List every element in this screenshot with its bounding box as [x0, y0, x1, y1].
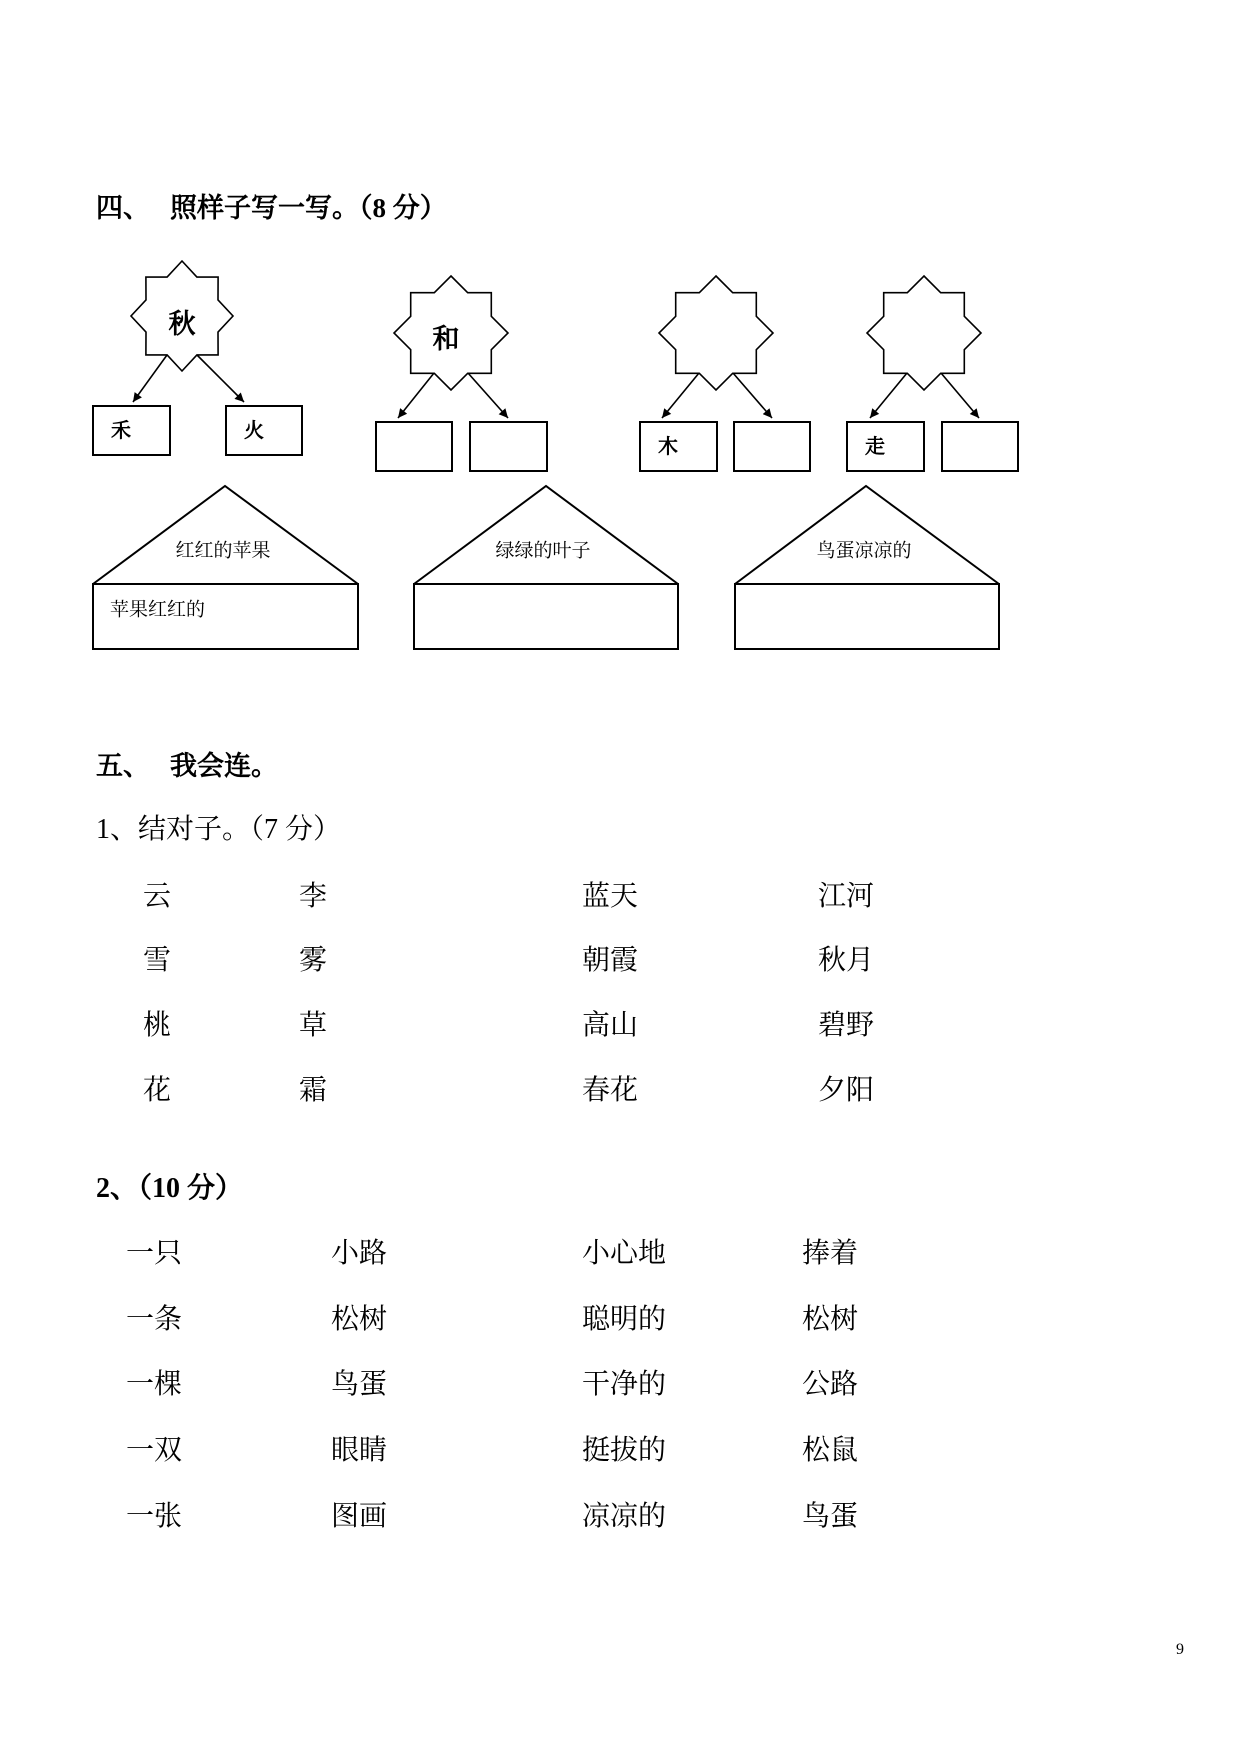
star-item-2 — [376, 276, 547, 471]
pair-word-b: 夕阳 — [818, 1075, 875, 1106]
arrow-left — [133, 355, 167, 402]
measure-word: 一双 — [126, 1435, 183, 1466]
pair-word-b: 江河 — [818, 881, 875, 912]
match-row — [0, 1365, 1241, 1405]
match-row — [0, 1431, 1241, 1471]
house-roof — [414, 486, 678, 584]
section-5-title: 我会连。 — [170, 751, 278, 781]
arrow-left — [398, 373, 434, 418]
pair-character-b: 草 — [299, 1010, 328, 1041]
pair-word-a: 高山 — [582, 1010, 639, 1041]
descriptor-item: 干净的 — [582, 1369, 667, 1400]
component-box-left — [93, 406, 170, 455]
pair-row — [0, 1071, 1241, 1111]
descriptor-item: 小心地 — [582, 1238, 667, 1269]
arrow-right — [197, 355, 244, 402]
measure-word: 一棵 — [126, 1369, 183, 1400]
pair-word-a: 朝霞 — [582, 945, 639, 976]
star-item-4 — [847, 276, 1018, 471]
house-body-phrase: 苹果红红的 — [110, 599, 206, 621]
measure-word: 一张 — [126, 1501, 183, 1532]
component-box-right — [470, 422, 547, 471]
pair-row — [0, 1006, 1241, 1046]
arrow-left — [870, 373, 907, 418]
star-item-1 — [93, 261, 302, 455]
noun-item: 小路 — [331, 1238, 388, 1269]
house-body-box — [414, 584, 678, 649]
measure-word: 一条 — [126, 1304, 183, 1335]
pair-row — [0, 877, 1241, 917]
arrow-right — [941, 373, 979, 418]
match-target-item: 松鼠 — [802, 1435, 859, 1466]
match-target-item: 公路 — [802, 1369, 859, 1400]
noun-item: 图画 — [331, 1501, 388, 1532]
descriptor-item: 凉凉的 — [582, 1501, 667, 1532]
house-item-1 — [93, 486, 358, 649]
component-character-left: 禾 — [111, 420, 131, 442]
noun-item: 眼睛 — [331, 1435, 388, 1466]
component-box-right — [226, 406, 302, 455]
component-character-right: 火 — [244, 420, 264, 442]
pair-character-a: 雪 — [143, 945, 172, 976]
house-roof-phrase: 鸟蛋凉凉的 — [816, 540, 912, 562]
part-1-title: 1、结对子。（7 分） — [96, 814, 342, 845]
star-character: 秋 — [168, 309, 196, 339]
house-roof-phrase: 绿绿的叶子 — [495, 540, 591, 562]
eight-point-star-shape — [867, 276, 981, 390]
section-4-title: 照样子写一写。（8 分） — [170, 193, 447, 223]
component-character-left: 木 — [658, 436, 678, 458]
pair-word-a: 蓝天 — [582, 881, 639, 912]
star-character: 和 — [432, 324, 460, 354]
section-5-number: 五、 — [96, 751, 150, 781]
page-number: 9 — [1176, 1641, 1184, 1658]
measure-word: 一只 — [126, 1238, 183, 1269]
component-box-left — [376, 422, 452, 471]
house-roof — [735, 486, 999, 584]
match-row — [0, 1234, 1241, 1274]
match-row — [0, 1300, 1241, 1340]
pair-word-b: 秋月 — [818, 945, 875, 976]
component-box-left — [847, 422, 924, 471]
component-box-left — [640, 422, 717, 471]
house-item-2 — [414, 486, 678, 649]
match-target-item: 鸟蛋 — [802, 1501, 859, 1532]
worksheet-diagram — [0, 0, 1241, 700]
arrow-right — [733, 373, 772, 418]
house-roof-phrase: 红红的苹果 — [175, 540, 271, 562]
eight-point-star-shape — [659, 276, 773, 390]
component-character-left: 走 — [865, 436, 885, 458]
pair-row — [0, 941, 1241, 981]
section-4-number: 四、 — [96, 193, 150, 223]
pair-character-b: 雾 — [299, 945, 328, 976]
pair-character-b: 李 — [299, 881, 328, 912]
house-item-3 — [735, 486, 999, 649]
part-2-title: 2、（10 分） — [96, 1173, 244, 1204]
arrow-left — [662, 373, 699, 418]
pair-character-a: 花 — [143, 1075, 172, 1106]
component-box-right — [942, 422, 1018, 471]
arrow-right — [468, 373, 508, 418]
component-box-right — [734, 422, 810, 471]
pair-character-a: 云 — [143, 881, 172, 912]
descriptor-item: 挺拔的 — [582, 1435, 667, 1466]
pair-character-b: 霜 — [299, 1075, 328, 1106]
house-body-box — [735, 584, 999, 649]
match-target-item: 松树 — [802, 1304, 859, 1335]
match-row — [0, 1497, 1241, 1537]
pair-character-a: 桃 — [143, 1010, 172, 1041]
descriptor-item: 聪明的 — [582, 1304, 667, 1335]
house-roof — [93, 486, 358, 584]
match-target-item: 捧着 — [802, 1238, 859, 1269]
noun-item: 松树 — [331, 1304, 388, 1335]
star-item-3 — [640, 276, 810, 471]
pair-word-b: 碧野 — [818, 1010, 875, 1041]
noun-item: 鸟蛋 — [331, 1369, 388, 1400]
pair-word-a: 春花 — [582, 1075, 639, 1106]
